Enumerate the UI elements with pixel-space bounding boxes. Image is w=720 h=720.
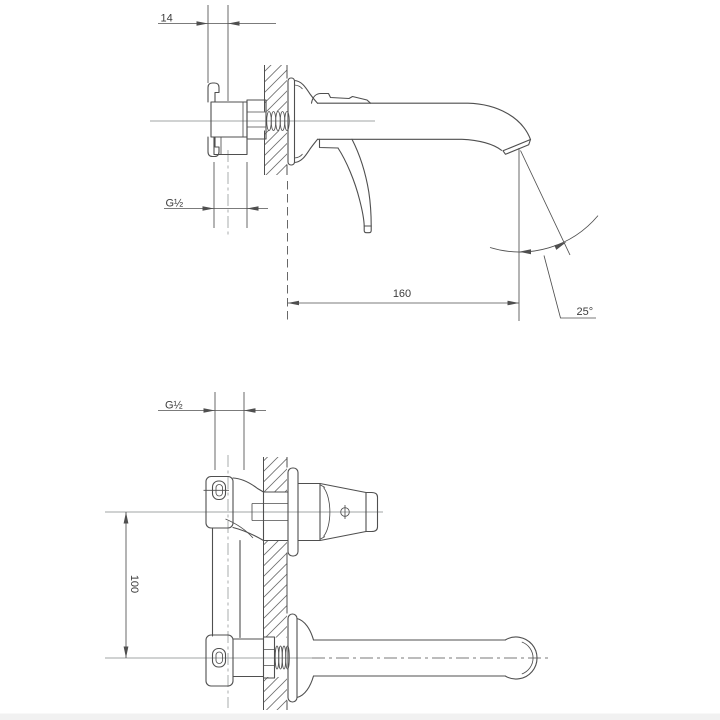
- dim-label-thread-side: G½: [165, 197, 184, 210]
- dimension-reach-160: [288, 148, 520, 321]
- plan-view: [105, 392, 548, 710]
- dimension-thread-plan: [158, 392, 266, 470]
- dim-label-angle: 25°: [576, 306, 594, 318]
- threaded-tail-lower: [275, 646, 289, 669]
- dimension-thread-side: [164, 162, 268, 228]
- spout-mouth: [503, 140, 531, 155]
- dim-label-spacing: 100: [128, 574, 140, 594]
- dim-label-thread-plan: G½: [165, 399, 183, 412]
- wall-section-hatch-plan: [264, 457, 288, 710]
- lever-handle-profile: [312, 94, 372, 233]
- hex-nut: [247, 100, 266, 139]
- dimension-angle-25: [490, 151, 598, 319]
- spout-profile: [318, 103, 531, 154]
- dimension-depth-14: [158, 5, 276, 101]
- side-elevation-view: [150, 5, 598, 321]
- dimension-spacing-100: [124, 512, 140, 658]
- footer-strip: [0, 714, 720, 720]
- wall-escutcheon: [288, 78, 318, 165]
- dim-label-reach: 160: [392, 288, 412, 300]
- dim-label-depth: 14: [160, 12, 173, 25]
- connecting-pipe: [213, 528, 241, 638]
- hex-nut-lower: [264, 637, 275, 678]
